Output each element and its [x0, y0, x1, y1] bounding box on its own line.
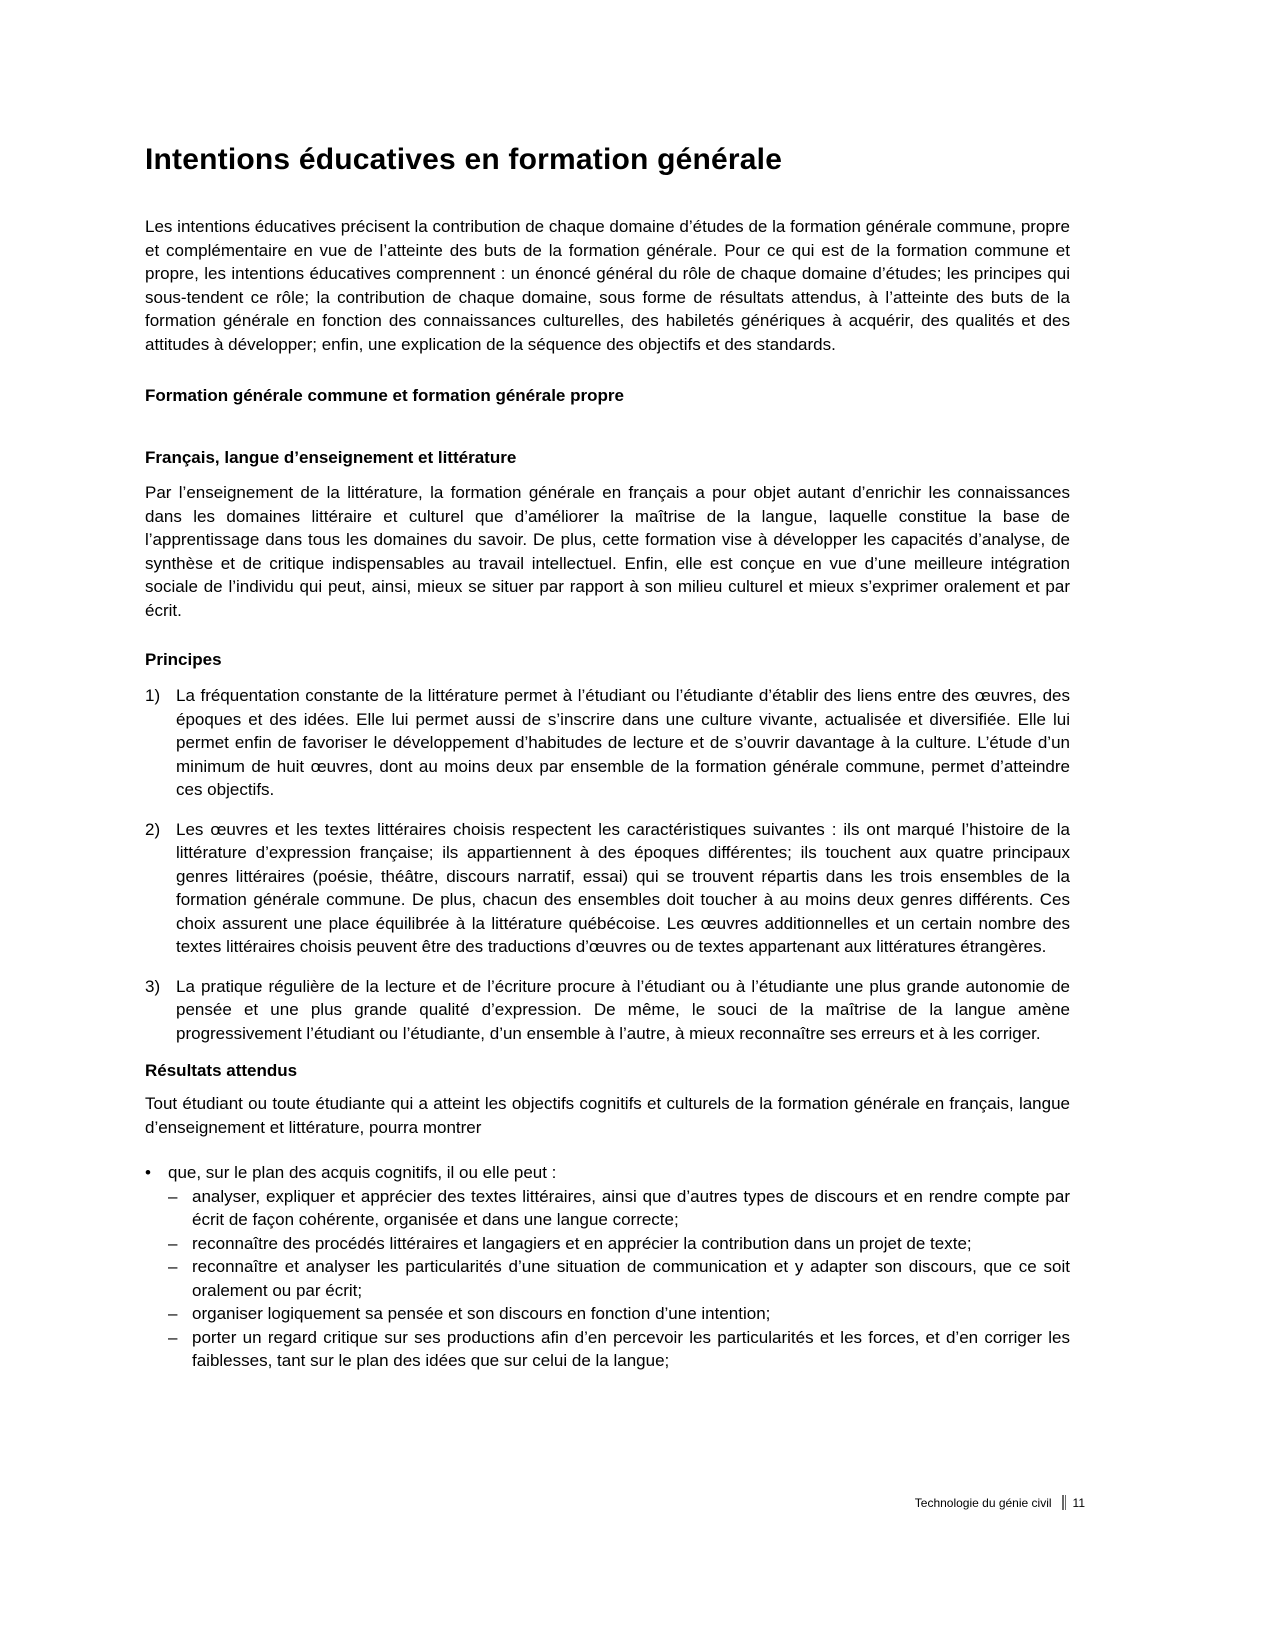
dash-item-text: organiser logiquement sa pensée et son discours en fonction d’une intention; [192, 1304, 771, 1323]
dash-item [145, 1326, 1070, 1373]
heading-principes: Principes [145, 650, 222, 669]
list-number: 1) [145, 686, 161, 705]
list-item [145, 818, 1070, 959]
footer-divider [1062, 1495, 1066, 1510]
dash-marker: – [168, 1257, 178, 1276]
list-number: 2) [145, 819, 161, 839]
dash-marker: – [168, 1186, 178, 1206]
principes-list [145, 684, 1070, 1045]
bullet-list [145, 1161, 1070, 1373]
dash-marker: – [168, 1233, 178, 1253]
dash-item [145, 1302, 1070, 1326]
footer-page-number: 11 [1072, 1495, 1085, 1510]
list-item-text: La pratique régulière de la lecture et de l’écriture procure à l’étudiant ou à l’étudiante une plus grande autonomie de pensée et une plus grande qualité d’expression. De même, le souci de la maîtrise de la langue amène progressivement l’étudiant ou l’étudiante, d’un ensemble à l’autre, à mieux reconnaître ses erreurs et à les corriger. [176, 976, 1070, 1043]
list-item [145, 684, 1070, 802]
heading-resultats: Résultats attendus [145, 1061, 298, 1080]
dash-item-text: analyser, expliquer et apprécier des textes littéraires, ainsi que d’autres types de discours et en rendre compte par écrit de façon cohérente, organisée et dans une langue correcte; [192, 1186, 1070, 1229]
list-item [145, 975, 1070, 1046]
list-item-text: La fréquentation constante de la littérature permet à l’étudiant ou l’étudiante d’établir des liens entre des œuvres, des époques et des idées. Elle lui permet aussi de s’inscrire dans une culture vivante, actualisée et diversifiée. Elle lui permet enfin de favoriser le développement d’habitudes de lecture et de s’ouvrir davantage à la culture. L’étude d’un minimum de huit œuvres, dont au moins deux par ensemble de la formation générale commune, permet d’atteindre ces objectifs. [176, 686, 1070, 799]
page-footer [915, 1495, 1085, 1510]
bullet-marker: • [145, 1163, 151, 1182]
dash-item [145, 1255, 1070, 1302]
dash-item-text: porter un regard critique sur ses productions afin d’en percevoir les particularités et les forces, et d’en corriger les faiblesses, tant sur le plan des idées que sur celui de la langue; [192, 1327, 1070, 1370]
list-number: 3) [145, 976, 161, 996]
francais-paragraph: Par l’enseignement de la littérature, la formation générale en français a pour objet autant d’enrichir les connaissances dans les domaines littéraire et culturel que d’améliorer la maîtrise de la langue, laquelle constitue la base de l’apprentissage dans tous les domaines du savoir. De plus, cette formation vise à développer les capacités d’analyse, de synthèse et de critique indispensables au travail intellectuel. Enfin, elle est conçue en vue d’une meilleure intégration sociale de l’individu qui peut, ainsi, mieux se situer par rapport à son milieu culturel et mieux s’exprimer oralement et par écrit. [145, 483, 1070, 620]
list-item-text: Les œuvres et les textes littéraires choisis respectent les caractéristiques suivantes : ils ont marqué l’histoire de la littérature d’expression française; ils appartiennent à des époques différentes; ils touchent aux quatre principaux genres littéraires (poésie, théâtre, discours narratif, essai) qui se trouvent répartis dans les trois ensembles de la formation générale commune. De plus, chacun des ensembles doit toucher à au moins deux genres différents. Ces choix assurent une place équilibrée à la littérature québécoise. Les œuvres additionnelles et un certain nombre des textes littéraires choisis peuvent être des traductions d’œuvres ou de textes appartenant aux littératures étrangères. [176, 819, 1070, 956]
dash-marker: – [168, 1304, 178, 1323]
intro-paragraph: Les intentions éducatives précisent la contribution de chaque domaine d’études de la formation générale commune, propre et complémentaire en vue de l’atteinte des buts de la formation générale. Pour ce qui est de la formation commune et propre, les intentions éducatives comprennent : un énoncé général du rôle de chaque domaine d’études; les principes qui sous-tendent ce rôle; la contribution de chaque domaine, sous forme de résultats attendus, à l’atteinte des buts de la formation générale en fonction des connaissances culturelles, des habiletés génériques à acquérir, des qualités et des attitudes à développer; enfin, une explication de la séquence des objectifs et des standards. [145, 217, 1070, 354]
footer-document-label: Technologie du génie civil [914, 1495, 1052, 1510]
dash-item [145, 1185, 1070, 1232]
bullet-item [145, 1161, 1070, 1185]
heading-francais: Français, langue d’enseignement et littérature [145, 448, 517, 467]
dash-item-text: reconnaître et analyser les particularités d’une situation de communication et y adapter son discours, que ce soit oralement ou par écrit; [192, 1257, 1070, 1300]
dash-item [145, 1232, 1070, 1256]
bullet-item-text: que, sur le plan des acquis cognitifs, il ou elle peut : [168, 1163, 557, 1182]
dash-item-text: reconnaître des procédés littéraires et langagiers et en apprécier la contribution dans un projet de texte; [192, 1233, 972, 1253]
page-title: Intentions éducatives en formation générale [145, 143, 783, 176]
resultats-paragraph: Tout étudiant ou toute étudiante qui a atteint les objectifs cognitifs et culturels de la formation générale en français, langue d’enseignement et littérature, pourra montrer [145, 1094, 1070, 1137]
dash-marker: – [168, 1327, 178, 1347]
heading-formation-generale: Formation générale commune et formation générale propre [145, 386, 624, 405]
